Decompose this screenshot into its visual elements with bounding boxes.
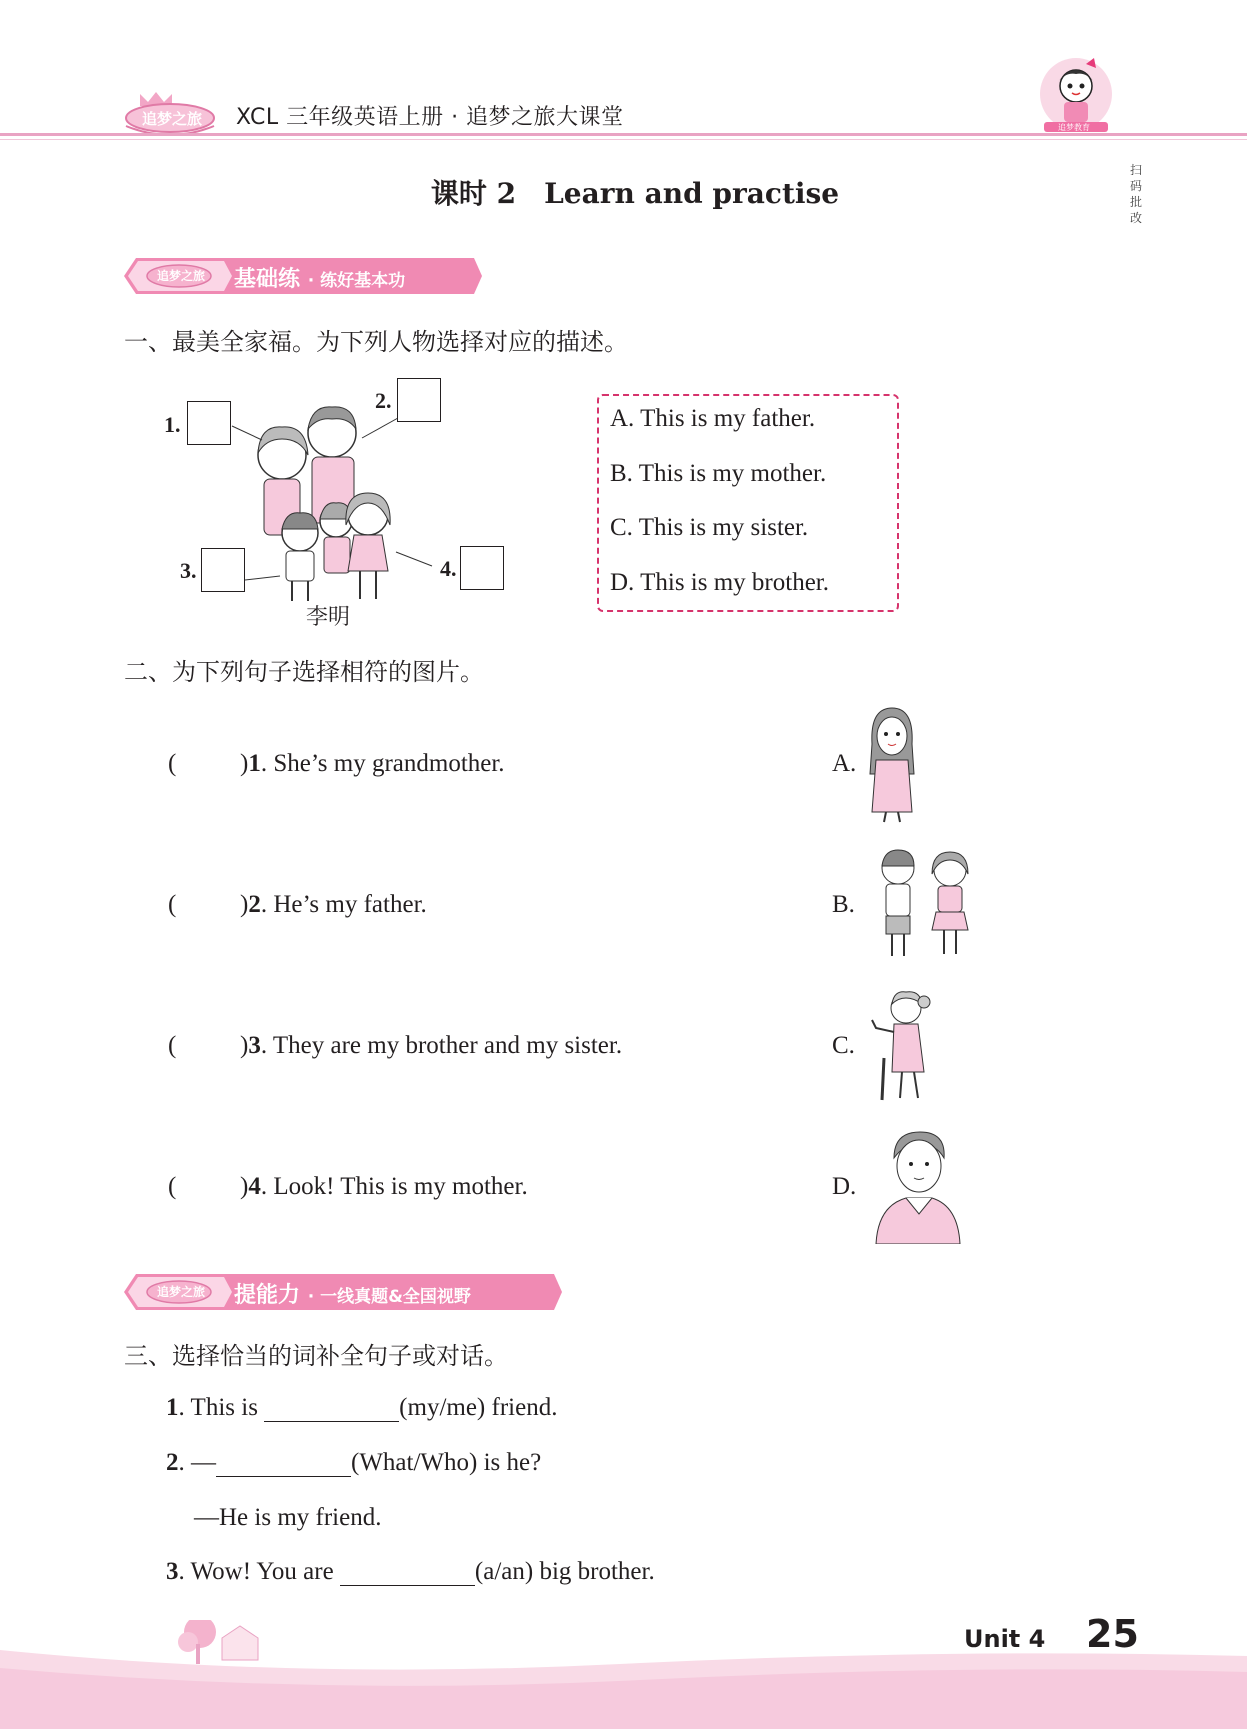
row-number: 4 — [248, 1173, 261, 1200]
item-before: . — — [178, 1449, 216, 1476]
answer-box-3[interactable] — [201, 548, 245, 592]
answer-blank-2[interactable] — [180, 891, 238, 921]
fill-item-1 — [166, 1394, 557, 1422]
section-label: 提能力 — [234, 1283, 301, 1308]
scan-to-grade-note: 扫码批改 — [1130, 163, 1143, 225]
section-sub: · 练好基本功 — [307, 271, 406, 291]
mascot-image — [1036, 52, 1116, 136]
header-title: XCL 三年级英语上册 · 追梦之旅大课堂 — [236, 105, 624, 130]
paren-open: ( — [168, 1173, 177, 1200]
picture-label-c: C. — [832, 1032, 855, 1059]
page-number: 25 — [1086, 1612, 1139, 1656]
answer-box-1[interactable] — [187, 401, 231, 445]
row-text: . He’s my father. — [260, 891, 427, 918]
row-number: 1 — [248, 750, 261, 777]
row-text: . She’s my grandmother. — [260, 750, 505, 777]
fill-item-3 — [166, 1558, 655, 1586]
fill-blank-3[interactable] — [340, 1561, 475, 1586]
fill-item-2 — [166, 1449, 541, 1477]
connector-lines — [0, 0, 520, 620]
item-after: (What/Who) is he? — [351, 1449, 542, 1476]
paren-close: ) — [240, 1032, 249, 1059]
row-text: . They are my brother and my sister. — [260, 1032, 623, 1059]
picture-d-father — [866, 1128, 966, 1244]
fill-blank-2[interactable] — [216, 1452, 351, 1477]
picture-c-grandmother — [864, 986, 944, 1104]
item-before: . This is — [178, 1394, 265, 1421]
section-banner-advanced — [124, 1272, 564, 1312]
sentence-row-3 — [240, 1032, 622, 1060]
portrait-caption: 李明 — [306, 605, 351, 630]
picture-b-brother-sister — [872, 846, 980, 962]
answer-box-2[interactable] — [397, 378, 441, 422]
section-sub: · 一线真题&全国视野 — [307, 1287, 471, 1307]
paren-close: ) — [240, 750, 249, 777]
portrait-label-2: 2. — [375, 388, 392, 413]
sentence-row-4 — [240, 1173, 528, 1201]
answer-blank-4[interactable] — [180, 1173, 238, 1203]
item-before: . Wow! You are — [178, 1558, 340, 1585]
q3-heading: 三、选择恰当的词补全句子或对话。 — [124, 1342, 508, 1370]
section-logo-text: 追梦之旅 — [157, 1285, 206, 1299]
sentence-row-1 — [240, 750, 505, 778]
item-number: 2 — [166, 1449, 179, 1476]
unit-label: Unit 4 — [964, 1625, 1046, 1653]
option-d: D. This is my brother. — [610, 569, 829, 596]
section-label: 基础练 — [234, 267, 301, 292]
picture-label-a: A. — [832, 750, 857, 777]
sentence-row-2 — [240, 891, 427, 919]
answer-blank-3[interactable] — [180, 1032, 238, 1062]
item-after: (a/an) big brother. — [474, 1558, 655, 1585]
row-number: 2 — [248, 891, 261, 918]
picture-label-d: D. — [832, 1173, 857, 1200]
paren-open: ( — [168, 1032, 177, 1059]
fill-item-2-answer — [194, 1504, 381, 1532]
section-logo-text: 追梦之旅 — [157, 269, 206, 283]
row-number: 3 — [248, 1032, 261, 1059]
header-logo-text: 追梦之旅 — [142, 110, 203, 128]
paren-close: ) — [240, 891, 249, 918]
mascot-caption: 追梦教育 — [1058, 123, 1090, 132]
paren-close: ) — [240, 1173, 249, 1200]
footer-decoration — [0, 1620, 1247, 1729]
paren-open: ( — [168, 891, 177, 918]
answer-blank-1[interactable] — [180, 750, 238, 780]
option-c: C. This is my sister. — [610, 514, 809, 541]
portrait-label-4: 4. — [440, 556, 457, 581]
item-before: —He is my friend. — [194, 1504, 382, 1531]
portrait-label-3: 3. — [180, 558, 197, 583]
answer-box-4[interactable] — [460, 546, 504, 590]
portrait-label-1: 1. — [164, 412, 181, 437]
lesson-title: 课时 2 Learn and practise — [430, 177, 840, 210]
option-a: A. This is my father. — [610, 405, 816, 432]
paren-open: ( — [168, 750, 177, 777]
item-after: (my/me) friend. — [399, 1394, 558, 1421]
picture-label-b: B. — [832, 891, 855, 918]
q1-heading: 一、最美全家福。为下列人物选择对应的描述。 — [124, 328, 628, 356]
item-number: 1 — [166, 1394, 179, 1421]
row-text: . Look! This is my mother. — [260, 1173, 528, 1200]
fill-blank-1[interactable] — [264, 1397, 399, 1422]
item-number: 3 — [166, 1558, 179, 1585]
q2-heading: 二、为下列句子选择相符的图片。 — [124, 658, 484, 686]
picture-a-mother — [862, 704, 922, 824]
option-b: B. This is my mother. — [610, 460, 827, 487]
